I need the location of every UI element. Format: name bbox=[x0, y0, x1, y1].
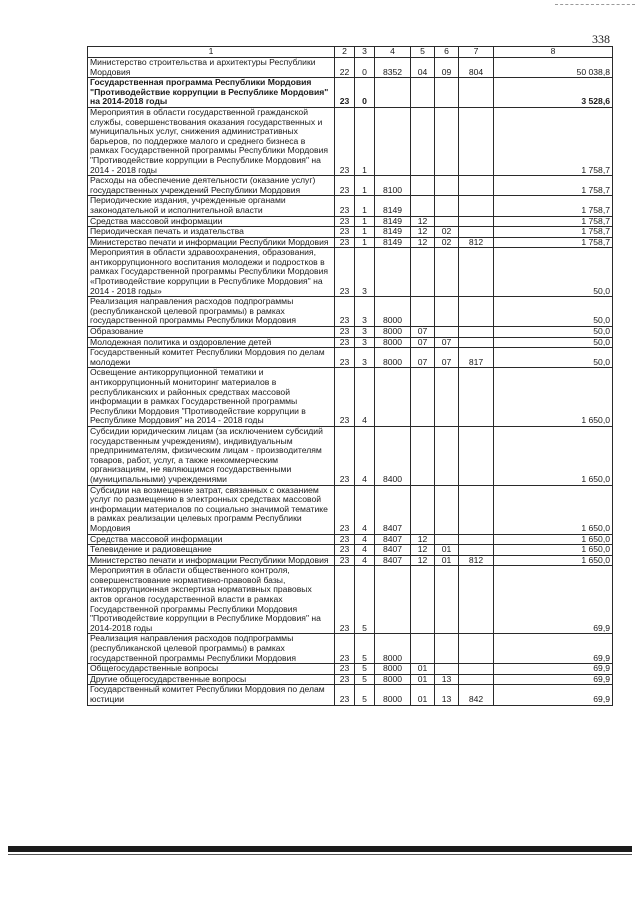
row-code-4-cell bbox=[375, 107, 411, 175]
row-code-7-cell bbox=[459, 227, 494, 238]
row-code-2-cell: 23 bbox=[335, 426, 355, 485]
row-code-3-cell: 1 bbox=[355, 107, 375, 175]
row-code-2-cell: 23 bbox=[335, 237, 355, 248]
row-code-4-cell: 8000 bbox=[375, 327, 411, 338]
row-code-4-cell bbox=[375, 368, 411, 427]
table-row bbox=[88, 566, 613, 634]
row-code-2-cell: 23 bbox=[335, 555, 355, 566]
col-header-1: 1 bbox=[88, 47, 335, 58]
row-code-7-cell bbox=[459, 248, 494, 297]
row-name-cell: Расходы на обеспечение деятельности (оказание услуг) государственных учреждений Республики Мордовия bbox=[88, 176, 335, 196]
row-code-2-cell: 22 bbox=[335, 58, 355, 78]
row-code-4-cell bbox=[375, 78, 411, 108]
row-name-cell: Молодежная политика и оздоровление детей bbox=[88, 337, 335, 348]
row-name-cell: Субсидии юридическим лицам (за исключением субсидий государственным учреждениям), индивидуальным предпринимателям, физическим лицам - производителям товаров, работ, услуг, а также некоммерческим организациям, не являющимся государственными (муниципальными) учреждениями bbox=[88, 426, 335, 485]
row-code-5-cell bbox=[411, 297, 435, 327]
row-code-3-cell: 5 bbox=[355, 566, 375, 634]
row-amount-cell: 1 758,7 bbox=[494, 107, 613, 175]
row-code-2-cell: 23 bbox=[335, 327, 355, 338]
table-row bbox=[88, 196, 613, 216]
row-amount-cell: 1 650,0 bbox=[494, 485, 613, 534]
row-code-5-cell bbox=[411, 248, 435, 297]
table-row bbox=[88, 368, 613, 427]
row-code-6-cell bbox=[435, 176, 459, 196]
scan-bottom-band bbox=[8, 846, 632, 852]
row-code-4-cell: 8149 bbox=[375, 196, 411, 216]
table-row bbox=[88, 685, 613, 705]
row-code-7-cell bbox=[459, 545, 494, 556]
row-code-2-cell: 23 bbox=[335, 337, 355, 348]
table-row bbox=[88, 534, 613, 545]
row-name-cell: Государственный комитет Республики Мордовия по делам юстиции bbox=[88, 685, 335, 705]
row-name-cell: Министерство печати и информации Республики Мордовия bbox=[88, 555, 335, 566]
row-code-6-cell bbox=[435, 196, 459, 216]
row-code-3-cell: 1 bbox=[355, 216, 375, 227]
row-code-7-cell bbox=[459, 337, 494, 348]
row-code-7-cell bbox=[459, 107, 494, 175]
row-code-6-cell bbox=[435, 216, 459, 227]
row-code-4-cell: 8100 bbox=[375, 176, 411, 196]
row-name-cell: Государственная программа Республики Мордовия "Противодействие коррупции в Республике Мордовия" на 2014-2018 годы bbox=[88, 78, 335, 108]
row-code-5-cell: 12 bbox=[411, 555, 435, 566]
row-name-cell: Телевидение и радиовещание bbox=[88, 545, 335, 556]
table-row bbox=[88, 176, 613, 196]
row-code-2-cell: 23 bbox=[335, 368, 355, 427]
row-amount-cell: 69,9 bbox=[494, 685, 613, 705]
row-code-7-cell bbox=[459, 327, 494, 338]
row-code-2-cell: 23 bbox=[335, 566, 355, 634]
row-code-6-cell bbox=[435, 248, 459, 297]
col-header-8: 8 bbox=[494, 47, 613, 58]
row-code-6-cell: 01 bbox=[435, 545, 459, 556]
row-amount-cell: 1 650,0 bbox=[494, 555, 613, 566]
row-name-cell: Министерство строительства и архитектуры Республики Мордовия bbox=[88, 58, 335, 78]
budget-table bbox=[87, 46, 613, 706]
row-code-3-cell: 0 bbox=[355, 78, 375, 108]
table-header-row bbox=[88, 47, 613, 58]
row-code-3-cell: 0 bbox=[355, 58, 375, 78]
row-code-2-cell: 23 bbox=[335, 196, 355, 216]
page-number: 338 bbox=[592, 32, 610, 46]
row-code-4-cell: 8149 bbox=[375, 216, 411, 227]
row-code-4-cell: 8352 bbox=[375, 58, 411, 78]
row-name-cell: Освещение антикоррупционной тематики и антикоррупционный мониторинг материалов в республиканских и районных средствах массовой информации в рамках Государственной программы Республики Мордовия "Противодействие коррупции в Республике Мордовия" на 2014 - 2018 годы bbox=[88, 368, 335, 427]
row-code-5-cell: 01 bbox=[411, 664, 435, 675]
table-row bbox=[88, 555, 613, 566]
row-code-5-cell bbox=[411, 634, 435, 664]
row-code-3-cell: 1 bbox=[355, 237, 375, 248]
row-code-5-cell: 04 bbox=[411, 58, 435, 78]
row-code-5-cell: 07 bbox=[411, 327, 435, 338]
row-code-6-cell bbox=[435, 634, 459, 664]
table-row bbox=[88, 634, 613, 664]
scan-bottom-line bbox=[8, 854, 632, 855]
row-code-3-cell: 5 bbox=[355, 664, 375, 675]
table-row bbox=[88, 426, 613, 485]
row-name-cell: Министерство печати и информации Республики Мордовия bbox=[88, 237, 335, 248]
row-code-5-cell: 01 bbox=[411, 685, 435, 705]
row-code-5-cell: 12 bbox=[411, 545, 435, 556]
table-row bbox=[88, 58, 613, 78]
row-amount-cell: 69,9 bbox=[494, 634, 613, 664]
row-code-7-cell bbox=[459, 216, 494, 227]
row-code-7-cell bbox=[459, 634, 494, 664]
table-row bbox=[88, 297, 613, 327]
row-code-3-cell: 3 bbox=[355, 348, 375, 368]
row-code-2-cell: 23 bbox=[335, 176, 355, 196]
row-amount-cell: 50,0 bbox=[494, 248, 613, 297]
row-code-4-cell: 8407 bbox=[375, 555, 411, 566]
row-code-5-cell: 01 bbox=[411, 674, 435, 685]
row-code-3-cell: 3 bbox=[355, 337, 375, 348]
row-name-cell: Государственный комитет Республики Мордовия по делам молодежи bbox=[88, 348, 335, 368]
row-code-6-cell bbox=[435, 368, 459, 427]
row-amount-cell: 1 758,7 bbox=[494, 216, 613, 227]
table-row bbox=[88, 337, 613, 348]
row-code-3-cell: 5 bbox=[355, 634, 375, 664]
row-amount-cell: 1 758,7 bbox=[494, 196, 613, 216]
row-code-4-cell: 8149 bbox=[375, 227, 411, 238]
row-code-3-cell: 4 bbox=[355, 555, 375, 566]
row-code-6-cell bbox=[435, 566, 459, 634]
row-code-2-cell: 23 bbox=[335, 248, 355, 297]
row-code-4-cell: 8000 bbox=[375, 297, 411, 327]
row-code-7-cell bbox=[459, 368, 494, 427]
col-header-3: 3 bbox=[355, 47, 375, 58]
row-code-2-cell: 23 bbox=[335, 485, 355, 534]
row-code-5-cell bbox=[411, 176, 435, 196]
row-code-2-cell: 23 bbox=[335, 348, 355, 368]
row-code-2-cell: 23 bbox=[335, 545, 355, 556]
row-code-6-cell bbox=[435, 78, 459, 108]
row-name-cell: Реализация направления расходов подпрограммы (республиканской целевой программы) в рамках государственной программы Республики Мордовия bbox=[88, 297, 335, 327]
row-code-7-cell bbox=[459, 664, 494, 675]
row-name-cell: Реализация направления расходов подпрограммы (республиканской целевой программы) в рамках государственной программы Республики Мордовия bbox=[88, 634, 335, 664]
row-code-4-cell bbox=[375, 566, 411, 634]
row-name-cell: Другие общегосударственные вопросы bbox=[88, 674, 335, 685]
row-name-cell: Периодическая печать и издательства bbox=[88, 227, 335, 238]
row-amount-cell: 1 650,0 bbox=[494, 426, 613, 485]
row-code-7-cell bbox=[459, 485, 494, 534]
row-code-7-cell bbox=[459, 534, 494, 545]
row-code-3-cell: 1 bbox=[355, 196, 375, 216]
row-code-5-cell bbox=[411, 107, 435, 175]
row-amount-cell: 1 758,7 bbox=[494, 237, 613, 248]
row-name-cell: Средства массовой информации bbox=[88, 534, 335, 545]
row-code-7-cell: 804 bbox=[459, 58, 494, 78]
row-code-5-cell bbox=[411, 196, 435, 216]
col-header-7: 7 bbox=[459, 47, 494, 58]
row-code-5-cell bbox=[411, 426, 435, 485]
row-code-6-cell bbox=[435, 327, 459, 338]
row-code-3-cell: 4 bbox=[355, 368, 375, 427]
row-amount-cell: 50 038,8 bbox=[494, 58, 613, 78]
row-code-4-cell: 8400 bbox=[375, 426, 411, 485]
row-code-2-cell: 23 bbox=[335, 664, 355, 675]
row-code-7-cell bbox=[459, 566, 494, 634]
row-code-7-cell bbox=[459, 176, 494, 196]
row-code-3-cell: 4 bbox=[355, 485, 375, 534]
col-header-5: 5 bbox=[411, 47, 435, 58]
row-code-7-cell bbox=[459, 674, 494, 685]
table-row bbox=[88, 237, 613, 248]
row-amount-cell: 1 650,0 bbox=[494, 368, 613, 427]
row-code-6-cell: 02 bbox=[435, 227, 459, 238]
row-amount-cell: 1 758,7 bbox=[494, 176, 613, 196]
row-code-6-cell bbox=[435, 107, 459, 175]
row-code-5-cell: 12 bbox=[411, 227, 435, 238]
row-code-5-cell: 12 bbox=[411, 237, 435, 248]
row-name-cell: Периодические издания, учрежденные органами законодательной и исполнительной власти bbox=[88, 196, 335, 216]
row-code-5-cell: 07 bbox=[411, 348, 435, 368]
row-amount-cell: 69,9 bbox=[494, 664, 613, 675]
row-code-4-cell: 8407 bbox=[375, 545, 411, 556]
row-code-3-cell: 1 bbox=[355, 227, 375, 238]
table-row bbox=[88, 348, 613, 368]
row-code-3-cell: 5 bbox=[355, 674, 375, 685]
row-code-7-cell bbox=[459, 297, 494, 327]
table-row bbox=[88, 327, 613, 338]
row-code-2-cell: 23 bbox=[335, 78, 355, 108]
row-code-6-cell bbox=[435, 664, 459, 675]
row-code-4-cell: 8000 bbox=[375, 674, 411, 685]
row-code-3-cell: 4 bbox=[355, 534, 375, 545]
row-amount-cell: 1 650,0 bbox=[494, 545, 613, 556]
row-code-7-cell bbox=[459, 426, 494, 485]
row-code-4-cell: 8407 bbox=[375, 485, 411, 534]
row-name-cell: Общегосударственные вопросы bbox=[88, 664, 335, 675]
row-code-2-cell: 23 bbox=[335, 534, 355, 545]
table-row bbox=[88, 248, 613, 297]
row-code-4-cell bbox=[375, 248, 411, 297]
row-code-3-cell: 5 bbox=[355, 685, 375, 705]
row-name-cell: Мероприятия в области общественного контроля, совершенствование нормативно-правовой базы, антикоррупционная экспертиза нормативных правовых актов органов государственной власти в рамках Государственной программы Республики Мордовия "Противодействие коррупции в Республике Мордовия" на 2014-2018 годы bbox=[88, 566, 335, 634]
row-code-2-cell: 23 bbox=[335, 685, 355, 705]
row-code-7-cell: 812 bbox=[459, 555, 494, 566]
row-code-5-cell: 12 bbox=[411, 216, 435, 227]
row-code-6-cell: 07 bbox=[435, 348, 459, 368]
row-code-7-cell: 812 bbox=[459, 237, 494, 248]
row-code-7-cell: 842 bbox=[459, 685, 494, 705]
row-code-4-cell: 8000 bbox=[375, 337, 411, 348]
row-amount-cell: 69,9 bbox=[494, 566, 613, 634]
row-code-4-cell: 8149 bbox=[375, 237, 411, 248]
row-code-3-cell: 3 bbox=[355, 327, 375, 338]
table-row bbox=[88, 674, 613, 685]
row-amount-cell: 50,0 bbox=[494, 348, 613, 368]
col-header-2: 2 bbox=[335, 47, 355, 58]
row-code-4-cell: 8000 bbox=[375, 634, 411, 664]
row-code-6-cell: 09 bbox=[435, 58, 459, 78]
row-code-6-cell bbox=[435, 485, 459, 534]
table-body bbox=[88, 58, 613, 706]
row-name-cell: Мероприятия в области государственной гражданской службы, совершенствования оказания государственных и муниципальных услуг, снижения административных барьеров, по поддержке малого и среднего бизнеса в рамках Государственной программы Республики Мордовия "Противодействие коррупции в Республике Мордовия" на 2014 - 2018 годы bbox=[88, 107, 335, 175]
row-code-6-cell: 07 bbox=[435, 337, 459, 348]
row-amount-cell: 50,0 bbox=[494, 297, 613, 327]
row-code-5-cell: 12 bbox=[411, 534, 435, 545]
row-code-7-cell bbox=[459, 196, 494, 216]
row-code-3-cell: 3 bbox=[355, 248, 375, 297]
col-header-4: 4 bbox=[375, 47, 411, 58]
row-code-4-cell: 8407 bbox=[375, 534, 411, 545]
row-code-2-cell: 23 bbox=[335, 216, 355, 227]
table-row bbox=[88, 107, 613, 175]
row-code-5-cell: 07 bbox=[411, 337, 435, 348]
row-amount-cell: 50,0 bbox=[494, 327, 613, 338]
table-row bbox=[88, 545, 613, 556]
row-code-2-cell: 23 bbox=[335, 674, 355, 685]
row-amount-cell: 3 528,6 bbox=[494, 78, 613, 108]
row-code-2-cell: 23 bbox=[335, 227, 355, 238]
row-code-6-cell bbox=[435, 426, 459, 485]
table-row bbox=[88, 78, 613, 108]
table-row bbox=[88, 664, 613, 675]
row-code-5-cell bbox=[411, 566, 435, 634]
row-code-3-cell: 4 bbox=[355, 426, 375, 485]
table-row bbox=[88, 485, 613, 534]
row-code-7-cell: 817 bbox=[459, 348, 494, 368]
row-code-4-cell: 8000 bbox=[375, 685, 411, 705]
col-header-6: 6 bbox=[435, 47, 459, 58]
row-amount-cell: 50,0 bbox=[494, 337, 613, 348]
row-name-cell: Мероприятия в области здравоохранения, образования, антикоррупционного воспитания молодежи и подростков в рамках Государственной программы Республики Мордовия «Противодействие коррупции в Республике Мордовия" на 2014 - 2018 годы» bbox=[88, 248, 335, 297]
row-code-2-cell: 23 bbox=[335, 107, 355, 175]
table-row bbox=[88, 227, 613, 238]
row-code-5-cell bbox=[411, 485, 435, 534]
row-code-6-cell: 01 bbox=[435, 555, 459, 566]
row-name-cell: Образование bbox=[88, 327, 335, 338]
row-code-6-cell bbox=[435, 534, 459, 545]
row-code-6-cell: 13 bbox=[435, 674, 459, 685]
row-code-6-cell bbox=[435, 297, 459, 327]
row-code-3-cell: 1 bbox=[355, 176, 375, 196]
row-code-7-cell bbox=[459, 78, 494, 108]
row-amount-cell: 1 650,0 bbox=[494, 534, 613, 545]
row-code-3-cell: 3 bbox=[355, 297, 375, 327]
row-code-2-cell: 23 bbox=[335, 297, 355, 327]
scan-edge-mark bbox=[555, 4, 635, 7]
row-amount-cell: 1 758,7 bbox=[494, 227, 613, 238]
row-code-4-cell: 8000 bbox=[375, 348, 411, 368]
row-code-2-cell: 23 bbox=[335, 634, 355, 664]
row-code-5-cell bbox=[411, 368, 435, 427]
table-row bbox=[88, 216, 613, 227]
row-code-5-cell bbox=[411, 78, 435, 108]
row-code-3-cell: 4 bbox=[355, 545, 375, 556]
row-name-cell: Субсидии на возмещение затрат, связанных с оказанием услуг по размещению в электронных средствах массовой информации материалов по социально значимой тематике в рамках реализации целевых программ Республики Мордовия bbox=[88, 485, 335, 534]
row-code-6-cell: 02 bbox=[435, 237, 459, 248]
row-name-cell: Средства массовой информации bbox=[88, 216, 335, 227]
row-code-6-cell: 13 bbox=[435, 685, 459, 705]
row-amount-cell: 69,9 bbox=[494, 674, 613, 685]
row-code-4-cell: 8000 bbox=[375, 664, 411, 675]
